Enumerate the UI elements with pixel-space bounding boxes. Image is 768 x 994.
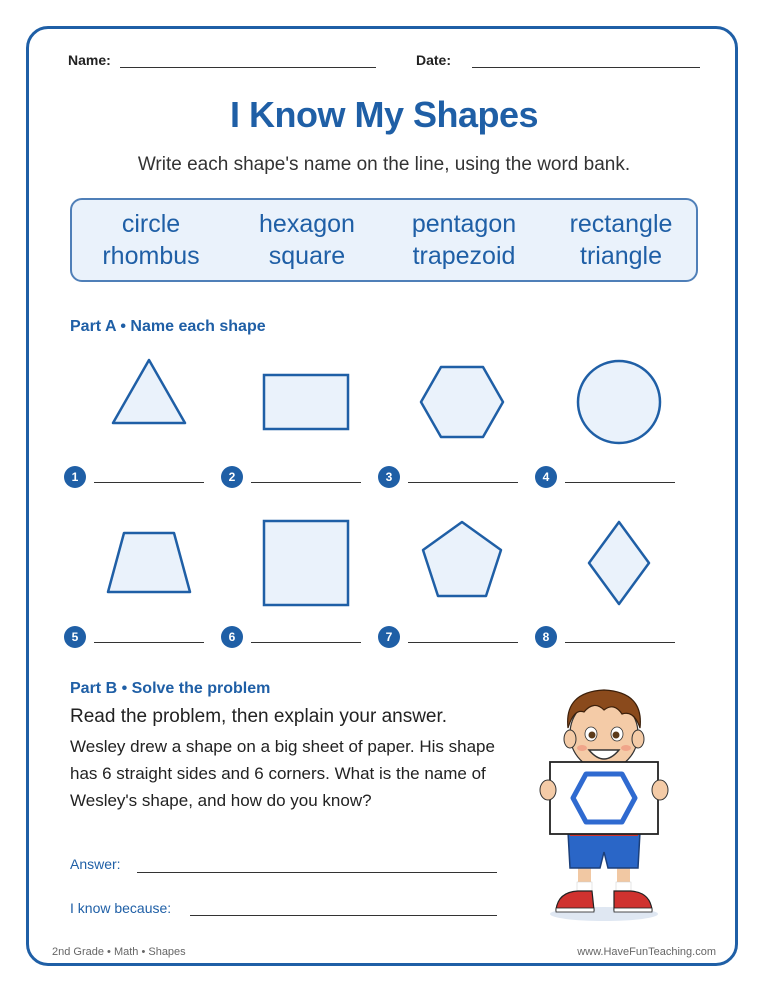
word-bank-column xyxy=(546,208,696,272)
question-number: 6 xyxy=(221,626,243,648)
pentagon-icon xyxy=(420,519,504,599)
because-line[interactable] xyxy=(190,915,497,916)
answer-line-8[interactable] xyxy=(565,642,675,643)
word-bank-word: circle xyxy=(121,210,181,238)
rhombus-icon xyxy=(586,519,652,607)
answer-line-3[interactable] xyxy=(408,482,518,483)
date-line[interactable] xyxy=(472,67,700,68)
question-number: 1 xyxy=(64,466,86,488)
word-bank-word: triangle xyxy=(580,242,662,270)
word-bank-column xyxy=(389,208,539,272)
square-icon xyxy=(262,519,350,607)
answer-line-1[interactable] xyxy=(94,482,204,483)
page-title: I Know My Shapes xyxy=(229,94,539,135)
footer-breadcrumb: 2nd Grade • Math • Shapes xyxy=(52,946,186,958)
answer-line-5[interactable] xyxy=(94,642,204,643)
word-bank-word: pentagon xyxy=(411,210,517,238)
name-label: Name: xyxy=(68,52,111,68)
trapezoid-icon xyxy=(104,530,194,596)
hexagon-icon xyxy=(418,364,506,440)
boy-holding-hexagon-illustration xyxy=(534,684,674,929)
name-line[interactable] xyxy=(120,67,376,68)
word-bank-word: square xyxy=(268,242,346,270)
question-number: 2 xyxy=(221,466,243,488)
answer-line-6[interactable] xyxy=(251,642,361,643)
answer-line[interactable] xyxy=(137,872,497,873)
instructions: Write each shape's name on the line, using the word bank. xyxy=(137,154,631,175)
answer-line-4[interactable] xyxy=(565,482,675,483)
question-number: 7 xyxy=(378,626,400,648)
question-number: 5 xyxy=(64,626,86,648)
part-b-title: Part B • Solve the problem xyxy=(70,680,271,697)
word-bank-word: rhombus xyxy=(102,242,200,270)
word-bank-word: rectangle xyxy=(569,210,673,238)
answer-line-7[interactable] xyxy=(408,642,518,643)
circle-icon xyxy=(575,358,663,446)
answer-label: Answer: xyxy=(70,856,121,872)
word-bank xyxy=(70,198,698,282)
word-bank-column xyxy=(76,208,226,272)
answer-line-2[interactable] xyxy=(251,482,361,483)
because-label: I know because: xyxy=(70,900,172,916)
part-b-instruction: Read the problem, then explain your answer. xyxy=(70,706,448,727)
word-problem: Wesley drew a shape on a big sheet of paper. His shape has 6 straight sides and 6 corners. What is the name of Wesley's shape, and how do you know? xyxy=(70,737,495,810)
question-number: 8 xyxy=(535,626,557,648)
part-a-title: Part A • Name each shape xyxy=(70,318,266,335)
rectangle-icon xyxy=(262,373,350,431)
date-label: Date: xyxy=(416,52,452,68)
question-number: 3 xyxy=(378,466,400,488)
question-number: 4 xyxy=(535,466,557,488)
triangle-icon xyxy=(108,356,190,428)
word-bank-column xyxy=(232,208,382,272)
footer-website: www.HaveFunTeaching.com xyxy=(577,946,716,958)
word-bank-word: trapezoid xyxy=(412,242,516,270)
word-bank-word: hexagon xyxy=(259,210,355,238)
